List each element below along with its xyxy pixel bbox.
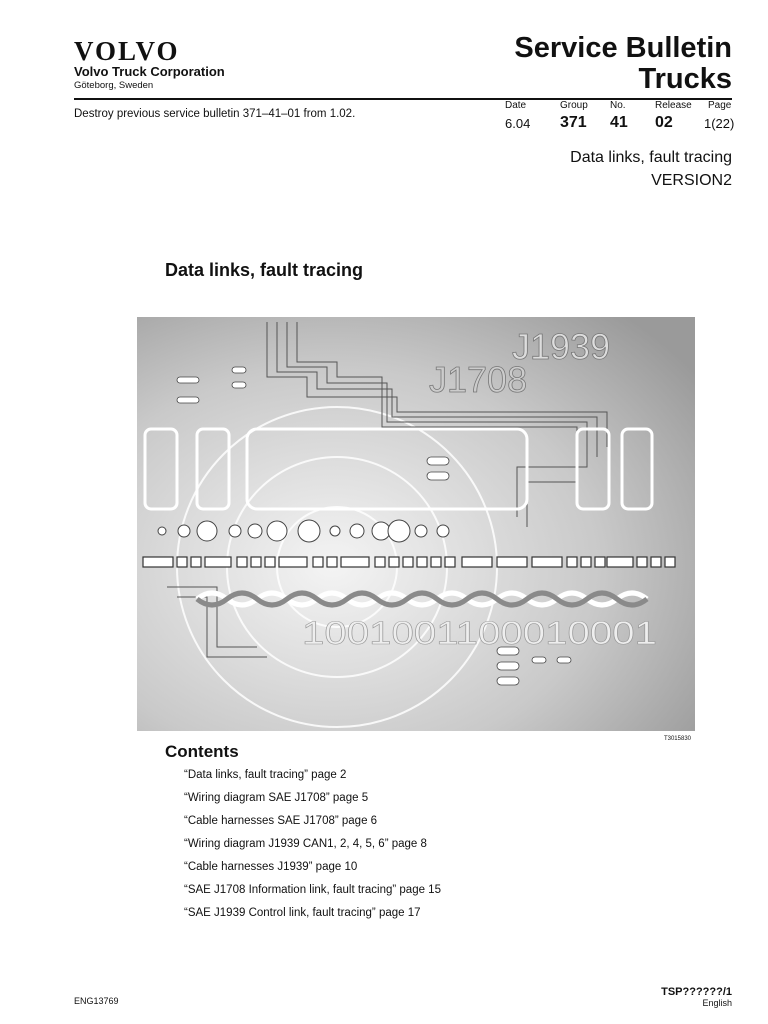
no-value: 41 — [610, 114, 628, 131]
toc-item[interactable]: “Data links, fault tracing” page 2 — [184, 769, 347, 781]
version-line: VERSION2 — [651, 172, 732, 189]
figure-code: T3015830 — [663, 736, 691, 742]
destroy-notice: Destroy previous service bulletin 371–41–01 from 1.02. — [74, 108, 356, 120]
release-label: Release — [655, 100, 692, 111]
j1708-label: J1708 — [429, 359, 528, 400]
volvo-logo: VOLVO — [74, 36, 180, 66]
header-divider — [74, 98, 732, 100]
date-label: Date — [505, 100, 527, 111]
toc-item[interactable]: “Wiring diagram SAE J1708” page 5 — [184, 792, 369, 804]
release-value: 02 — [655, 114, 673, 131]
table-of-contents — [184, 767, 441, 928]
bulletin-title: Service Bulletin — [514, 32, 732, 64]
toc-item[interactable]: “SAE J1939 Control link, fault tracing” page 17 — [184, 907, 421, 919]
data-link-illustration — [137, 317, 695, 731]
tsp-code: TSP??????/1 — [661, 986, 732, 998]
toc-item[interactable]: “Cable harnesses J1939” page 10 — [184, 861, 358, 873]
toc-item[interactable]: “Wiring diagram J1939 CAN1, 2, 4, 5, 6” page 8 — [184, 838, 427, 850]
language-label: English — [702, 998, 732, 1008]
toc-item[interactable]: “SAE J1708 Information link, fault tracing” page 15 — [184, 884, 441, 896]
page-value: 1(22) — [704, 116, 735, 131]
company-name: Volvo Truck Corporation — [74, 64, 225, 79]
document-code: ENG13769 — [74, 996, 119, 1006]
contents-heading: Contents — [165, 742, 239, 761]
main-heading: Data links, fault tracing — [165, 260, 364, 280]
page-label: Page — [708, 100, 732, 111]
no-label: No. — [610, 100, 626, 111]
toc-item[interactable]: “Cable harnesses SAE J1708” page 6 — [184, 815, 378, 827]
binary-text: 1001001100010001 — [302, 615, 657, 651]
subject-line: Data links, fault tracing — [570, 149, 732, 166]
group-label: Group — [560, 100, 588, 111]
bulletin-subtitle: Trucks — [638, 63, 732, 95]
group-value: 371 — [560, 114, 587, 131]
date-value: 6.04 — [505, 116, 531, 131]
company-location: Göteborg, Sweden — [74, 80, 154, 91]
j1939-label: J1939 — [512, 326, 611, 367]
